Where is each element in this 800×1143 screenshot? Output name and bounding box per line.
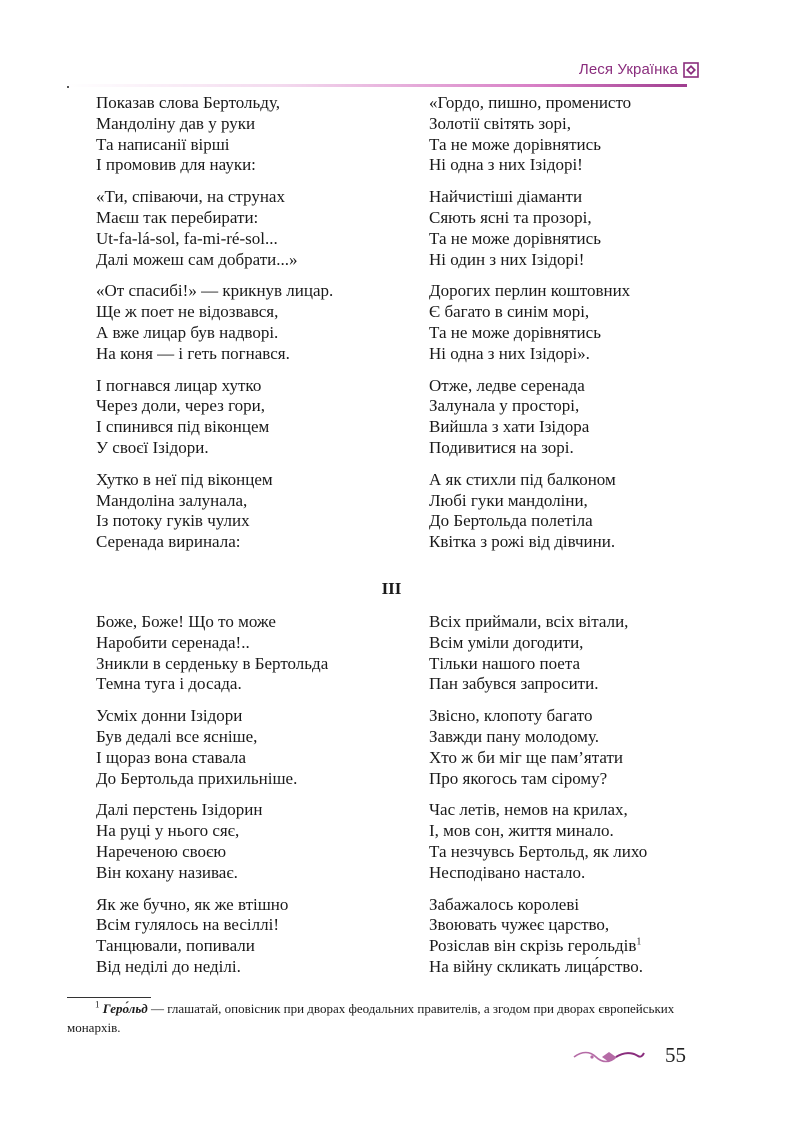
stanza: [429, 187, 699, 270]
verse-line: Пан забувся запросити.: [429, 674, 599, 694]
poem-column-bottom-left: [96, 612, 396, 978]
verse-line: Ні одна з них Ізідорі».: [429, 343, 590, 363]
verse-line: Боже, Боже! Що то може: [96, 612, 276, 631]
verse-line: До Бертольда прихильніше.: [96, 768, 298, 788]
verse-line: «Гордо, пишно, променисто: [429, 93, 632, 112]
verse-line: На війну скликать лица́рство.: [429, 956, 644, 976]
verse-line: Ще ж поет не відозвався,: [96, 302, 279, 322]
verse-line: Найчистіші діаманти: [429, 187, 583, 207]
verse-line: У своєї Ізідори.: [96, 437, 209, 457]
stanza: [429, 281, 699, 364]
verse-line: Забажалось королеві: [429, 894, 580, 914]
verse-line: Всіх приймали, всіх вітали,: [429, 612, 629, 631]
verse-line: До Бертольда полетіла: [429, 511, 593, 531]
verse-line: Ні одна з них Ізідорі!: [429, 155, 583, 175]
verse-line: Ut-fa-lá-sol, fa-mi-ré-sol...: [96, 228, 278, 248]
verse-line: Сяють ясні та прозорі,: [429, 207, 592, 227]
verse-line: Із потоку гуків чулих: [96, 511, 250, 531]
diamond-ornament-icon: [683, 62, 699, 78]
stanza: [96, 470, 396, 553]
footnote: [67, 999, 689, 1037]
verse-line: Хто ж би міг ще пам’ятати: [429, 747, 623, 767]
verse-line: І промовив для науки:: [96, 155, 256, 175]
verse-line: Він кохану називає.: [96, 862, 238, 882]
verse-line: Несподівано настало.: [429, 862, 586, 882]
verse-line: Та написанії вірші: [96, 134, 230, 154]
stanza: [96, 187, 396, 270]
verse-line: Та не може дорівнятись: [429, 322, 601, 342]
footnote-reference[interactable]: 1: [636, 936, 642, 948]
verse-line: Хутко в неї під віконцем: [96, 469, 273, 489]
stanza: [96, 706, 396, 789]
verse-line: Мандоліна залунала,: [96, 490, 248, 510]
verse-line: Любі гуки мандоліни,: [429, 490, 588, 510]
verse-line: Є багато в синім морі,: [429, 302, 590, 322]
verse-line: Зникли в серденьку в Бертольда: [96, 653, 329, 673]
stanza: [429, 470, 699, 553]
verse-line: Серенада виринала:: [96, 532, 241, 552]
verse-line: Тільки нашого поета: [429, 653, 581, 673]
stanza: [429, 706, 699, 789]
stanza: [96, 376, 396, 459]
stanza: [96, 800, 396, 883]
verse-line: Та не може дорівнятись: [429, 134, 601, 154]
verse-line: На руці у нього сяє,: [96, 821, 240, 841]
stanza: [96, 93, 396, 176]
verse-line: Залунала у просторі,: [429, 396, 580, 416]
verse-line: «От спасибі!» — крикнув лицар.: [96, 281, 334, 301]
verse-line: Всім уміли догодити,: [429, 632, 584, 652]
verse-line: Танцювали, попивали: [96, 936, 255, 956]
verse-line: Далі можеш сам добрати...»: [96, 249, 298, 269]
verse-line: І щораз вона ставала: [96, 747, 247, 767]
section-heading: III: [381, 579, 402, 598]
stanza: [96, 895, 396, 978]
poem-column-top-right: [429, 93, 699, 553]
verse-line: І погнався лицар хутко: [96, 375, 262, 395]
verse-line: І, мов сон, життя минало.: [429, 821, 614, 841]
verse-line: Звісно, клопоту багато: [429, 706, 593, 726]
verse-line-with-footnote: [429, 936, 699, 957]
flourish-ornament-icon: [572, 1049, 646, 1065]
verse-line: Маєш так перебирати:: [96, 207, 259, 227]
running-head-author: Леся Українка: [578, 61, 678, 78]
verse-line: Золотії світять зорі,: [429, 113, 572, 133]
stanza: [429, 376, 699, 459]
verse-line-text: Розіслав він скрізь герольдів: [429, 936, 637, 956]
stanza: [429, 895, 699, 978]
verse-line: Мандоліну дав у руки: [96, 113, 256, 133]
footnote-divider: [67, 997, 151, 998]
header-rule: [68, 84, 687, 87]
page-number: 55: [665, 1043, 686, 1067]
verse-line: Всім гулялось на весіллі!: [96, 915, 280, 935]
verse-line: Був дедалі все ясніше,: [96, 726, 258, 746]
stanza: [96, 612, 396, 695]
verse-line: А як стихли під балконом: [429, 469, 616, 489]
verse-line: А вже лицар був надворі.: [96, 322, 279, 342]
footnote-text: — глашатай, оповісник при дворах феодальних правителів, а згодом при дворах європейських монархів.: [67, 1001, 675, 1035]
verse-line: Нареченою своєю: [96, 841, 227, 861]
verse-line: Квітка з рожі від дівчини.: [429, 532, 616, 552]
verse-line: Як же бучно, як же втішно: [96, 894, 289, 914]
stanza: [429, 93, 699, 176]
verse-line: Від неділі до неділі.: [96, 956, 241, 976]
verse-line: Усміх донни Ізідори: [96, 706, 243, 726]
verse-line: Та незчувсь Бертольд, як лихо: [429, 841, 648, 861]
verse-line: Темна туга і досада.: [96, 674, 242, 694]
stanza: [96, 281, 396, 364]
verse-line: Ні один з них Ізідорі!: [429, 249, 585, 269]
footnote-term: Геро́льд: [102, 1001, 148, 1016]
verse-line: І спинився під віконцем: [96, 417, 270, 437]
verse-line: Дорогих перлин коштовних: [429, 281, 631, 301]
verse-line: Отже, ледве серенада: [429, 375, 585, 395]
verse-line: Про якогось там сірому?: [429, 768, 608, 788]
verse-line: На коня — і геть погнався.: [96, 343, 290, 363]
verse-line: Завжди пану молодому.: [429, 726, 599, 746]
poem-column-bottom-right: [429, 612, 699, 978]
verse-line: Звоювать чужеє царство,: [429, 915, 610, 935]
verse-line: Наробити серенада!..: [96, 632, 250, 652]
verse-line: Далі перстень Ізідорин: [96, 800, 263, 820]
verse-line: Показав слова Бертольду,: [96, 93, 280, 112]
verse-line: Вийшла з хати Ізідора: [429, 417, 590, 437]
verse-line: Через доли, через гори,: [96, 396, 266, 416]
stanza: [429, 800, 699, 883]
verse-line: Час летів, немов на крилах,: [429, 800, 628, 820]
verse-line: Подивитися на зорі.: [429, 437, 574, 457]
header-rule-dot: [67, 86, 69, 88]
footnote-marker: 1: [95, 999, 100, 1010]
verse-line: «Ти, співаючи, на струнах: [96, 187, 285, 207]
stanza: [429, 612, 699, 695]
poem-column-top-left: [96, 93, 396, 553]
verse-line: Та не може дорівнятись: [429, 228, 601, 248]
